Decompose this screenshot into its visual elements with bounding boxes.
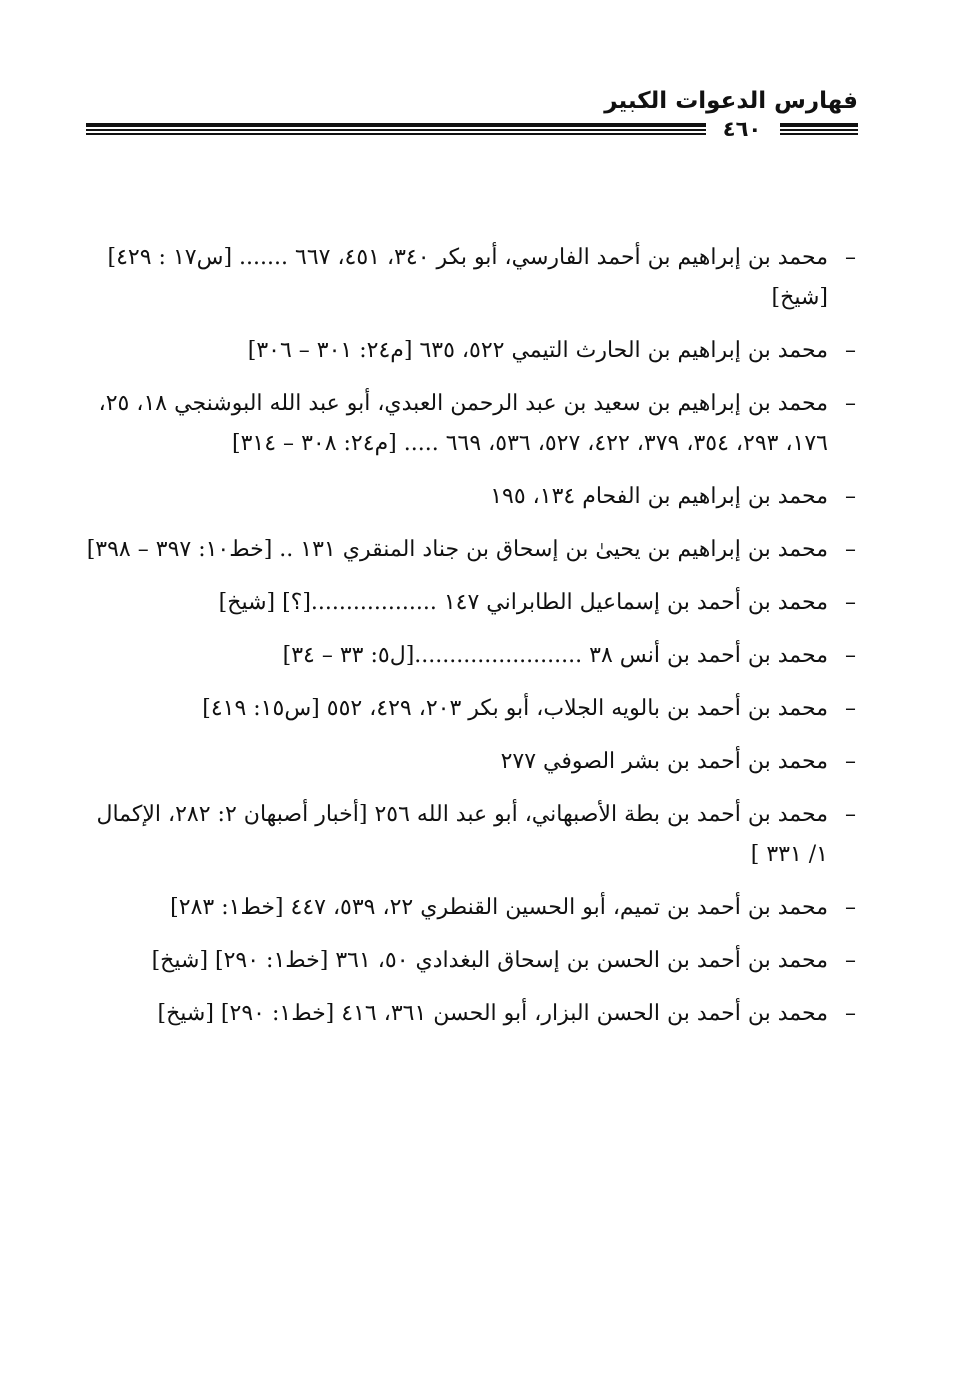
entry-dash: – [845, 696, 856, 721]
entry-text: محمد بن إبراهيم بن الفحام ١٣٤، ١٩٥ [490, 484, 828, 509]
index-entry [86, 238, 858, 318]
page-number: ٤٦٠ [722, 117, 762, 141]
index-entry [86, 331, 858, 371]
entry-text: محمد بن أحمد بن أنس ٣٨ ........................[ل٥: ٣٣ – ٣٤] [282, 643, 828, 668]
index-entry [86, 530, 858, 570]
entry-text: محمد بن أحمد بن تميم، أبو الحسين القنطري ٢٢، ٥٣٩، ٤٤٧ [خط١: ٢٨٣] [170, 895, 828, 920]
index-entry [86, 384, 858, 464]
entry-text: محمد بن أحمد بن الحسن بن إسحاق البغدادي ٥٠، ٣٦١ [خط١: ٢٩٠] [شيخ] [151, 948, 828, 973]
entry-dash: – [845, 948, 856, 973]
entry-text: محمد بن إبراهيم بن أحمد الفارسي، أبو بكر ٣٤٠، ٤٥١، ٦٦٧ ....... [س١٧ : ٤٢٩] [شيخ] [107, 245, 828, 310]
entry-text: محمد بن إبراهيم بن يحيىٰ بن إسحاق بن جناد المنقري ١٣١ .. [خط١٠: ٣٩٧ – ٣٩٨] [86, 537, 828, 562]
entry-dash: – [845, 895, 856, 920]
entry-text: محمد بن أحمد بن بطة الأصبهاني، أبو عبد الله ٢٥٦ [أخبار أصبهان ٢: ٢٨٢، الإكمال ١/ ٣٣١ ] [96, 802, 828, 867]
page-header [86, 84, 858, 144]
index-entry [86, 477, 858, 517]
entry-dash: – [845, 802, 856, 827]
entry-text: محمد بن إبراهيم بن الحارث التيمي ٥٢٢، ٦٣٥ [م٢٤: ٣٠١ – ٣٠٦] [247, 338, 828, 363]
entry-dash: – [845, 537, 856, 562]
entry-text: محمد بن أحمد بن بالويه الجلاب، أبو بكر ٢٠٣، ٤٢٩، ٥٥٢ [س١٥: ٤١٩] [202, 696, 828, 721]
index-entry [86, 888, 858, 928]
entry-dash: – [845, 391, 856, 416]
index-entry [86, 941, 858, 981]
entry-dash: – [845, 749, 856, 774]
entry-dash: – [845, 338, 856, 363]
entry-text: محمد بن أحمد بن إسماعيل الطابراني ١٤٧ ..................[؟] [شيخ] [218, 590, 828, 615]
index-entry [86, 583, 858, 623]
entry-dash: – [845, 590, 856, 615]
entry-text: محمد بن أحمد بن بشر الصوفي ٢٧٧ [500, 749, 828, 774]
index-entry [86, 636, 858, 676]
running-title: فهارس الدعوات الكبير [604, 88, 858, 114]
entry-dash: – [845, 643, 856, 668]
index-entry [86, 994, 858, 1034]
entry-text: محمد بن أحمد بن الحسن البزار، أبو الحسن ٣٦١، ٤١٦ [خط١: ٢٩٠] [شيخ] [157, 1001, 828, 1026]
entry-dash: – [845, 1001, 856, 1026]
entry-dash: – [845, 484, 856, 509]
entry-text: محمد بن إبراهيم بن سعيد بن عبد الرحمن العبدي، أبو عبد الله البوشنجي ١٨، ٢٥، ١٧٦، ٢٩٣، ٣٥٤، ٣٧٩، ٤٢٢، ٥٢٧، ٥٣٦، ٦٦٩ ..... [م٢٤: ٣٠٨ – ٣١٤] [98, 391, 828, 456]
entry-dash: – [845, 245, 856, 270]
header-rule-left [86, 123, 706, 135]
index-entries [86, 238, 858, 1047]
header-rule-right [780, 123, 858, 135]
index-entry [86, 689, 858, 729]
index-entry [86, 742, 858, 782]
index-entry [86, 795, 858, 875]
